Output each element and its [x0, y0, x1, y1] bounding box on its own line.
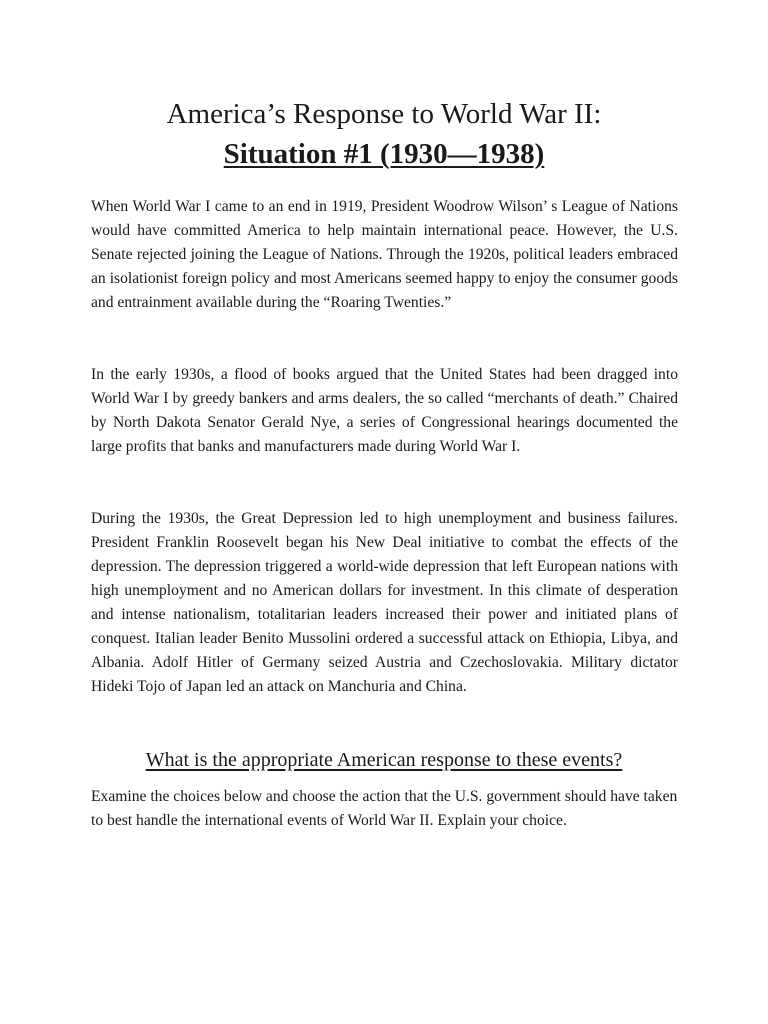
document-title: America’s Response to World War II: [166, 98, 602, 130]
question-heading: What is the appropriate American response to these events? [145, 749, 623, 771]
instructions-text: Examine the choices below and choose the action that the U.S. government should have taken to best handle the international events of World War II. Explain your choice. [91, 788, 678, 829]
paragraph-2: In the early 1930s, a flood of books argued that the United States had been dragged into World War I by greedy bankers and arms dealers, the so called “merchants of death.” Chaired by North Dakota Senator Gerald Nye, a series of Congressional hearings documented the large profits that banks and manufacturers made during World War I. [91, 366, 678, 455]
document-subtitle: Situation #1 (1930—1938) [223, 138, 545, 170]
paragraph-3: During the 1930s, the Great Depression led to high unemployment and business failures. President Franklin Roosevelt began his New Deal initiative to combat the effects of the depression. The depression triggered a world-wide depression that left European nations with high unemployment and no American dollars for investment. In this climate of desperation and intense nationalism, totalitarian leaders increased their power and initiated plans of conquest. Italian leader Benito Mussolini ordered a successful attack on Ethiopia, Libya, and Albania. Adolf Hitler of Germany seized Austria and Czechoslovakia. Military dictator Hideki Tojo of Japan led an attack on Manchuria and China. [91, 510, 678, 695]
paragraph-1: When World War I came to an end in 1919, President Woodrow Wilson’ s League of Nations would have committed America to help maintain international peace. However, the U.S. Senate rejected joining the League of Nations. Through the 1920s, political leaders embraced an isolationist foreign policy and most Americans seemed happy to enjoy the consumer goods and entrainment available during the “Roaring Twenties.” [91, 198, 678, 311]
